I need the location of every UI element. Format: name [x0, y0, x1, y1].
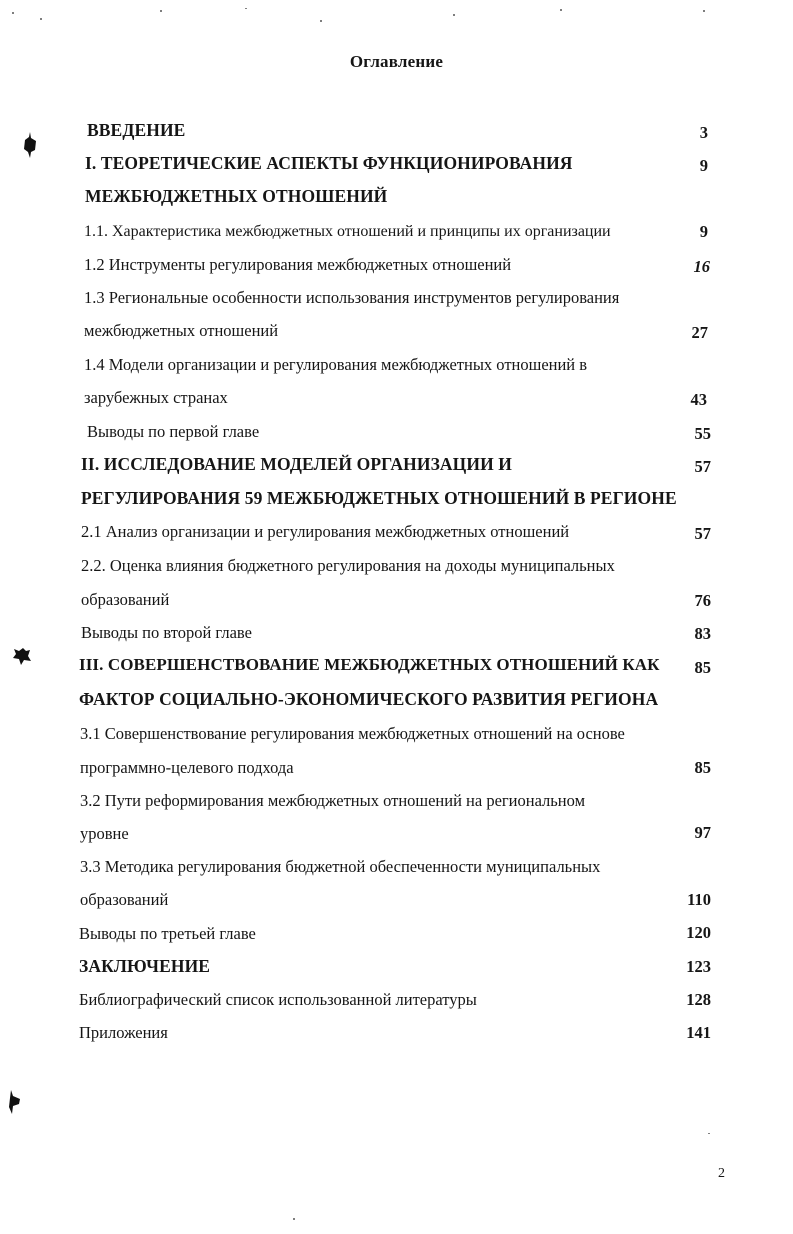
toc-entry-page: 85: [694, 658, 711, 677]
toc-entry-text: II. ИССЛЕДОВАНИЕ МОДЕЛЕЙ ОРГАНИЗАЦИИ И: [81, 454, 512, 474]
scan-speck: [160, 10, 162, 12]
scan-speck: [320, 20, 322, 22]
margin-mark-icon: [12, 647, 32, 667]
toc-entry-text: программно-целевого подхода: [80, 758, 294, 777]
scan-speck: [12, 12, 14, 14]
toc-entry-text: Выводы по третьей главе: [79, 924, 256, 943]
toc-entry-page: 16: [693, 257, 710, 276]
toc-entry-page: 85: [694, 758, 711, 777]
toc-title: Оглавление: [349, 52, 444, 71]
toc-entry-text: 2.2. Оценка влияния бюджетного регулирования на доходы муниципальных: [81, 556, 615, 575]
toc-entry-page: 128: [686, 990, 711, 1009]
toc-entry-text: 1.4 Модели организации и регулирования межбюджетных отношений в: [84, 355, 588, 374]
toc-entry-page: 120: [686, 923, 711, 942]
toc-entry-page: 141: [686, 1023, 711, 1042]
toc-entry-text: МЕЖБЮДЖЕТНЫХ ОТНОШЕНИЙ: [85, 186, 388, 206]
toc-entry-text: 3.2 Пути реформирования межбюджетных отношений на региональном: [80, 791, 586, 810]
page-number: 2: [718, 1166, 725, 1181]
toc-entry-text: 1.1. Характеристика межбюджетных отношений и принципы их организации: [84, 223, 611, 240]
margin-mark-icon: [22, 132, 38, 158]
scan-speck: [453, 14, 455, 16]
toc-entry-text: ФАКТОР СОЦИАЛЬНО-ЭКОНОМИЧЕСКОГО РАЗВИТИЯ РЕГИОНА: [79, 689, 659, 709]
margin-mark-icon: [8, 1090, 22, 1114]
toc-entry-text: 1.2 Инструменты регулирования межбюджетных отношений: [84, 255, 512, 274]
toc-entry-page: 57: [694, 457, 711, 476]
scan-speck: [293, 1218, 295, 1220]
toc-entry-text: РЕГУЛИРОВАНИЯ 59 МЕЖБЮДЖЕТНЫХ ОТНОШЕНИЙ В РЕГИОНЕ: [81, 488, 677, 508]
scan-speck: [703, 10, 705, 12]
toc-entry-text: 3.3 Методика регулирования бюджетной обеспеченности муниципальных: [80, 857, 601, 876]
toc-entry-text: образований: [80, 890, 169, 909]
toc-entry-text: Приложения: [79, 1023, 168, 1042]
toc-entry-page: 97: [694, 823, 711, 842]
toc-entry-page: 9: [699, 222, 708, 241]
toc-entry-text: Выводы по второй главе: [81, 623, 252, 642]
toc-entry-text: Выводы по первой главе: [87, 422, 260, 441]
toc-entry-text: ЗАКЛЮЧЕНИЕ: [79, 956, 211, 976]
toc-entry-page: 57: [694, 524, 711, 543]
toc-entry-page: 9: [699, 156, 708, 175]
toc-entry-text: 3.1 Совершенствование регулирования межбюджетных отношений на основе: [80, 724, 625, 743]
scan-speck: [40, 18, 42, 20]
toc-entry-page: 83: [694, 624, 711, 643]
toc-entry-page: 110: [687, 890, 711, 909]
toc-entry-text: 1.3 Региональные особенности использования инструментов регулирования: [84, 288, 620, 307]
toc-entry-text: ВВЕДЕНИЕ: [87, 120, 186, 140]
toc-entry-page: 76: [694, 591, 711, 610]
toc-entry-text: I. ТЕОРЕТИЧЕСКИЕ АСПЕКТЫ ФУНКЦИОНИРОВАНИЯ: [85, 153, 573, 173]
toc-entry-page: 43: [690, 390, 707, 409]
toc-entry-text: образований: [81, 590, 170, 609]
toc-entry-page: 27: [691, 323, 708, 342]
toc-entry-page: 55: [694, 424, 711, 443]
toc-entry-page: 123: [686, 957, 711, 976]
toc-entry-text: уровне: [80, 824, 129, 843]
scan-speck: [245, 8, 247, 9]
toc-entry-text: зарубежных странах: [84, 388, 228, 407]
toc-entry-text: межбюджетных отношений: [84, 321, 279, 340]
toc-entry-text: Библиографический список использованной литературы: [79, 990, 477, 1009]
toc-entry-page: 3: [699, 123, 708, 142]
toc-entry-text: 2.1 Анализ организации и регулирования межбюджетных отношений: [81, 522, 570, 541]
toc-entry-text: III. СОВЕРШЕНСТВОВАНИЕ МЕЖБЮДЖЕТНЫХ ОТНОШЕНИЙ КАК: [79, 655, 660, 674]
scan-speck: [708, 1133, 710, 1134]
scan-speck: [560, 9, 562, 11]
